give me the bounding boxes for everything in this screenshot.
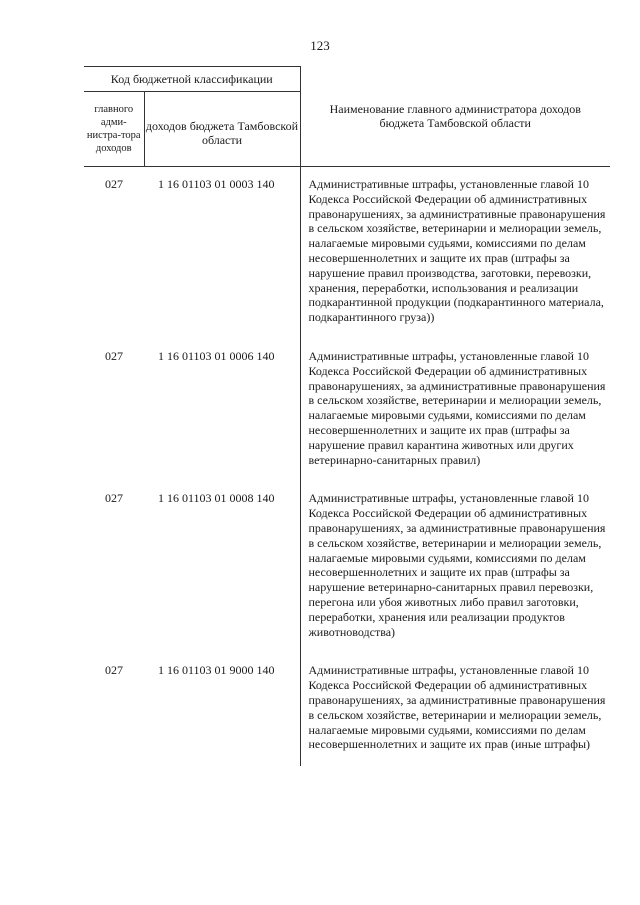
table-row [84, 167, 610, 339]
header-main-administrator: главного адми-нистра-тора доходов [84, 92, 144, 167]
table-row [84, 481, 610, 653]
table-row [84, 653, 610, 766]
description-cell: Административные штрафы, установленные главой 10 Кодекса Российской Федерации об административных правонарушениях, за административные правонарушения в сельском хозяйстве, ветеринарии и мелиорации земель, налагаемые мировыми судьями, комиссиями по делам несовершеннолетних и защите их прав (штрафы за нарушение правил производства, заготовки, перевозки, хранения, переработки, использования и реализации подкарантинной продукции (подкарантинного материала, подкарантинного груза)) [300, 167, 610, 339]
income-code-cell: 1 16 01103 01 9000 140 [158, 663, 275, 678]
admin-code-cell: 027 [105, 348, 123, 363]
table-row [84, 339, 610, 481]
description-cell: Административные штрафы, установленные главой 10 Кодекса Российской Федерации об административных правонарушениях, за административные правонарушения в сельском хозяйстве, ветеринарии и мелиорации земель, налагаемые мировыми судьями, комиссиями по делам несовершеннолетних и защите их прав (штрафы за нарушение правил карантина животных или других ветеринарно-санитарных правил) [300, 339, 610, 481]
admin-code-cell: 027 [105, 663, 123, 678]
description-cell: Административные штрафы, установленные главой 10 Кодекса Российской Федерации об административных правонарушениях, за административные правонарушения в сельском хозяйстве, ветеринарии и мелиорации земель, налагаемые мировыми судьями, комиссиями по делам несовершеннолетних и защите их прав (иные штрафы) [300, 653, 610, 766]
header-administrator-name: Наименование главного администратора доходов бюджета Тамбовской области [300, 67, 610, 167]
admin-code-cell: 027 [105, 177, 123, 191]
budget-classification-table [84, 66, 610, 766]
header-income-code: доходов бюджета Тамбовской области [144, 92, 300, 167]
income-code-cell: 1 16 01103 01 0003 140 [158, 177, 275, 191]
income-code-cell: 1 16 01103 01 0008 140 [158, 491, 275, 506]
page-number: 123 [310, 38, 330, 53]
admin-code-cell: 027 [105, 491, 123, 506]
description-cell: Административные штрафы, установленные главой 10 Кодекса Российской Федерации об административных правонарушениях, за административные правонарушения в сельском хозяйстве, ветеринарии и мелиорации земель, налагаемые мировыми судьями, комиссиями по делам несовершеннолетних и защите их прав (штрафы за нарушение ветеринарно-санитарных правил перевозки, перегона или убоя животных либо правил заготовки, переработки, хранения или реализации продуктов животноводства) [300, 481, 610, 653]
income-code-cell: 1 16 01103 01 0006 140 [158, 348, 275, 363]
header-budget-code-group: Код бюджетной классификации [84, 67, 300, 92]
